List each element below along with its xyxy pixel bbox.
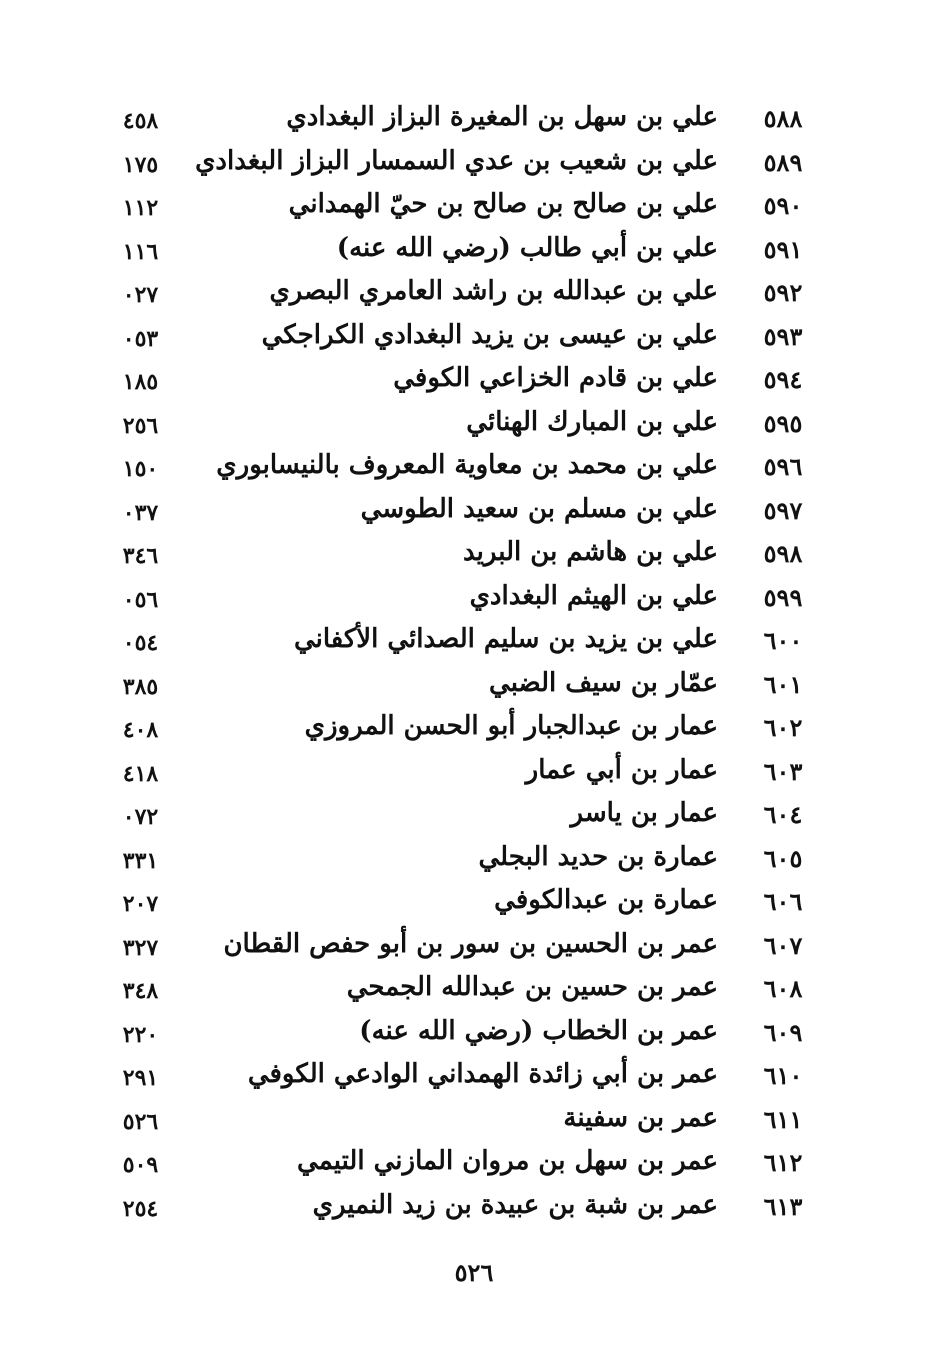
entry-number: ٥٩٧ [763,495,803,525]
entry-name: علي بن عبدالله بن راشد العامري البصري [269,276,718,306]
entry-name: عمر بن سفينة [563,1102,718,1133]
entry-number: ٦٠٣ [763,756,803,786]
entry-number: ٦٠٨ [763,974,803,1003]
entry-page-ref: ١٥٠ [122,456,159,482]
entry-page-ref: ٣٤٨ [122,978,159,1004]
entry-page-ref: ٠٥٦ [122,586,159,613]
index-entry [0,316,948,360]
entry-page-ref: ٢٩١ [122,1065,159,1091]
entry-name: علي بن محمد بن معاوية المعروف بالنيسابوري [216,450,718,480]
entry-page-ref: ٠٢٧ [122,282,159,308]
entry-number: ٥٩٣ [763,321,803,351]
entry-name: عمار بن ياسر [570,798,718,828]
index-entry [0,620,948,664]
entry-page-ref: ٤٥٨ [122,108,159,134]
page-number: ٥٢٦ [454,1258,494,1287]
entry-number: ٥٩٩ [763,582,803,612]
entry-name: علي بن شعيب بن عدي السمسار البزاز البغدادي [195,145,718,176]
index-entry [0,98,948,142]
entry-name: علي بن الهيثم البغدادي [469,580,718,611]
entry-number: ٦٠٤ [763,800,803,829]
entry-name: علي بن أبي طالب (رضي الله عنه) [336,232,718,263]
entry-number: ٦٠٠ [763,626,803,655]
entry-name: علي بن يزيد بن سليم الصدائي الأكفاني [293,624,718,654]
entry-page-ref: ٣٢٧ [122,934,159,961]
entry-page-ref: ٤١٨ [122,760,159,787]
entry-page-ref: ٥٠٩ [122,1152,159,1178]
entry-number: ٦١٣ [763,1191,803,1221]
index-entry [0,142,948,186]
entry-name: علي بن عيسى بن يزيد البغدادي الكراجكي [261,319,718,350]
entry-page-ref: ١٧٥ [122,151,159,178]
entry-number: ٦٠٧ [763,930,803,960]
index-entry [0,403,948,447]
index-entry [0,229,948,273]
entry-name: علي بن صالح بن صالح بن حيّ الهمداني [288,189,718,219]
entry-number: ٥٩٥ [763,408,803,438]
entry-page-ref: ٣٨٥ [122,673,159,700]
entry-page-ref: ٢٢٠ [122,1021,159,1048]
entry-name: عمر بن أبي زائدة الهمداني الوادعي الكوفي [247,1059,718,1089]
index-entry [0,838,948,882]
entry-number: ٥٩١ [763,234,803,264]
entry-name: علي بن المبارك الهنائي [466,406,718,437]
index-entry [0,1012,948,1056]
entry-page-ref: ٢٥٤ [122,1195,159,1222]
entry-name: عمر بن سهل بن مروان المازني التيمي [297,1146,718,1176]
entry-page-ref: ٤٠٨ [122,717,159,743]
entry-name: عمر بن شبة بن عبيدة بن زيد النميري [312,1189,718,1220]
entry-page-ref: ٠٧٢ [122,804,159,830]
entry-name: علي بن سهل بن المغيرة البزاز البغدادي [286,102,718,132]
entry-name: عمارة بن حديد البجلي [478,841,718,872]
entry-page-ref: ٠٥٣ [122,325,159,352]
entry-number: ٥٩٨ [763,539,803,568]
index-entry [0,1055,948,1099]
entry-number: ٦٠٦ [763,887,803,916]
entry-name: علي بن مسلم بن سعيد الطوسي [360,493,718,524]
entry-page-ref: ٢٥٦ [122,412,159,439]
entry-number: ٦٠٢ [763,713,803,742]
entry-number: ٦٠١ [763,669,803,699]
entry-number: ٥٩٤ [763,365,803,394]
entry-page-ref: ١١٦ [122,238,159,265]
entry-name: علي بن هاشم بن البريد [463,537,718,567]
entry-name: عمارة بن عبدالكوفي [494,885,718,915]
index-list [0,98,948,1229]
entry-number: ٥٨٩ [763,147,803,177]
entry-number: ٥٩٠ [763,191,803,220]
index-entry [0,664,948,708]
entry-page-ref: ١١٢ [122,195,159,221]
index-entry [0,185,948,229]
entry-name: عمّار بن سيف الضبي [489,667,718,698]
entry-number: ٦١١ [763,1104,803,1134]
entry-page-ref: ٠٥٤ [122,630,159,656]
entry-page-ref: ١٨٥ [122,369,159,395]
index-entry [0,1142,948,1186]
entry-name: عمر بن الحسين بن سور بن أبو حفص القطان [223,928,718,959]
entry-number: ٥٨٨ [763,104,803,133]
entry-name: عمار بن أبي عمار [525,754,718,785]
entry-number: ٥٩٢ [763,278,803,307]
entry-page-ref: ٠٣٧ [122,499,159,526]
index-entry [0,577,948,621]
index-entry [0,1186,948,1230]
index-entry [0,1099,948,1143]
index-entry [0,794,948,838]
index-entry [0,751,948,795]
index-entry [0,881,948,925]
index-entry [0,707,948,751]
index-entry [0,968,948,1012]
entry-name: عمر بن حسين بن عبدالله الجمحي [346,972,718,1002]
index-entry [0,533,948,577]
entry-page-ref: ٥٢٦ [122,1108,159,1135]
entry-page-ref: ٢٠٧ [122,891,159,917]
entry-name: عمر بن الخطاب (رضي الله عنه) [359,1015,718,1046]
index-entry [0,925,948,969]
index-entry [0,359,948,403]
entry-name: عمار بن عبدالجبار أبو الحسن المروزي [304,711,718,741]
entry-number: ٦١٠ [763,1061,803,1090]
index-entry [0,272,948,316]
entry-number: ٥٩٦ [763,452,803,481]
entry-name: علي بن قادم الخزاعي الكوفي [393,363,718,393]
entry-page-ref: ٣٤٦ [122,543,159,569]
entry-page-ref: ٣٣١ [122,847,159,874]
entry-number: ٦٠٥ [763,843,803,873]
index-entry [0,446,948,490]
index-entry [0,490,948,534]
entry-number: ٦١٢ [763,1148,803,1177]
entry-number: ٦٠٩ [763,1017,803,1047]
